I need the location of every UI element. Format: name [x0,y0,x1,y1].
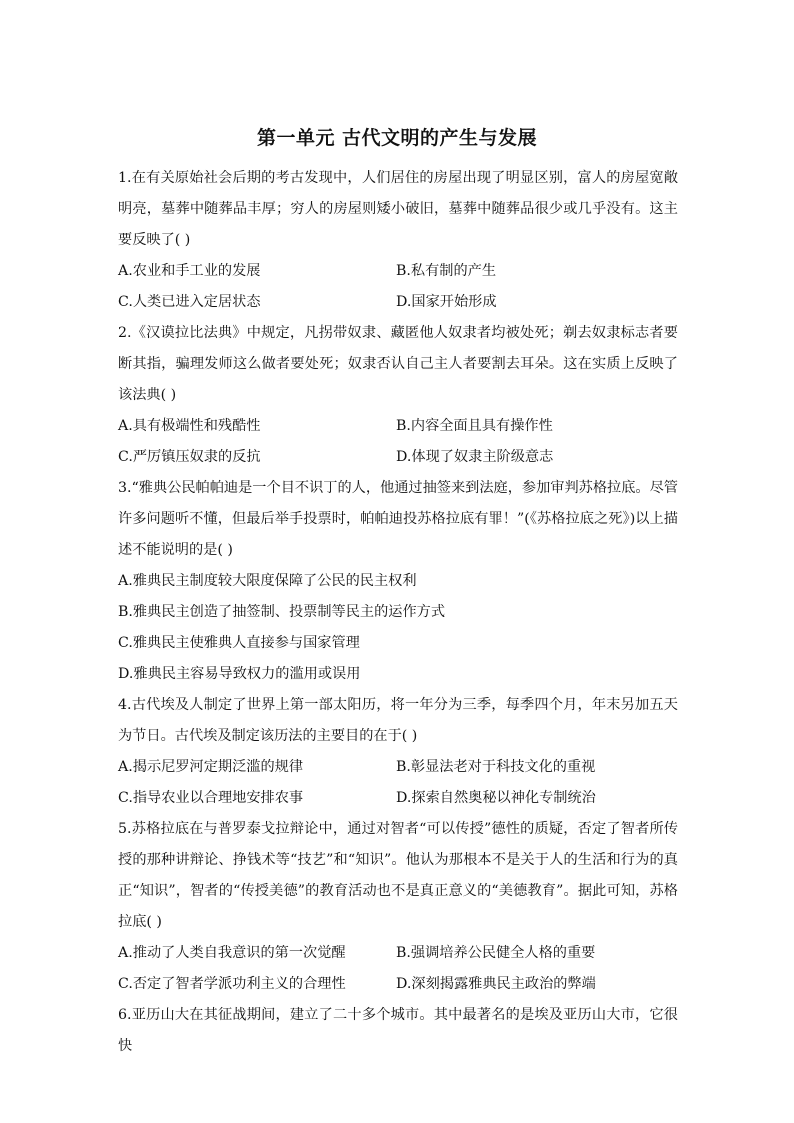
option-b: B.内容全面且具有操作性 [396,418,553,434]
option-b: B.私有制的产生 [396,263,497,279]
option-d: D.探索自然奥秘以神化专制统治 [396,790,596,806]
option-c: C.人类已进入定居状态 [118,294,261,310]
question-6 [118,1000,678,1062]
question-stem: 1.在有关原始社会后期的考古发现中，人们居住的房屋出现了明显区别，富人的房屋宽敞明亮，墓葬中随葬品丰厚；穷人的房屋则矮小破旧，墓葬中随葬品很少或几乎没有。这主要反映了( ) [118,170,678,248]
question-3 [118,473,678,690]
option-d: D.国家开始形成 [396,294,497,310]
question-stem: 6.亚历山大在其征战期间，建立了二十多个城市。其中最著名的是埃及亚历山大市，它很快 [118,1007,678,1054]
option-row [118,256,678,287]
option-a: A.揭示尼罗河定期泛滥的规律 [118,759,304,775]
question-1 [118,163,678,318]
option-row [118,442,678,473]
option-row [118,783,678,814]
option-d: D.雅典民主容易导致权力的滥用或误用 [118,666,361,682]
option-c: C.严厉镇压奴隶的反抗 [118,449,261,465]
option-a: A.具有极端性和残酷性 [118,418,261,434]
option-a: A.雅典民主制度较大限度保障了公民的民主权利 [118,573,417,589]
option-c: C.雅典民主使雅典人直接参与国家管理 [118,635,360,651]
option-c: C.指导农业以合理地安排农事 [118,790,304,806]
option-row [118,969,678,1000]
option-b: B.彰显法老对于科技文化的重视 [396,759,596,775]
question-2 [118,318,678,473]
question-5 [118,814,678,1000]
option-b: B.强调培养公民健全人格的重要 [396,945,596,961]
option-b: B.雅典民主创造了抽签制、投票制等民主的运作方式 [118,604,446,620]
page-title: 第一单元 古代文明的产生与发展 [256,127,538,149]
option-d: D.体现了奴隶主阶级意志 [396,449,554,465]
question-list [118,163,678,1062]
question-stem: 5.苏格拉底在与普罗泰戈拉辩论中，通过对智者“可以传授”德性的质疑，否定了智者所传授的那种讲辩论、挣钱术等“技艺”和“知识”。他认为那根本不是关于人的生活和行为的真正“知识”，智者的“传授美德”的教育活动也不是真正意义的“美德教育”。据此可知，苏格拉底( ) [118,821,678,930]
question-stem: 2.《汉谟拉比法典》中规定，凡拐带奴隶、藏匿他人奴隶者均被处死；剃去奴隶标志者要断其指，骗理发师这么做者要处死；奴隶否认自己主人者要割去耳朵。这在实质上反映了该法典( ) [118,325,678,403]
option-a: A.农业和手工业的发展 [118,263,261,279]
question-stem: 3.“雅典公民帕帕迪是一个目不识丁的人，他通过抽签来到法庭，参加审判苏格拉底。尽管许多问题听不懂，但最后举手投票时，帕帕迪投苏格拉底有罪！”(《苏格拉底之死》)以上描述不能说明的是( ) [118,480,678,558]
option-row [118,938,678,969]
option-row [118,752,678,783]
option-row [118,287,678,318]
question-stem: 4.古代埃及人制定了世界上第一部太阳历，将一年分为三季，每季四个月，年末另加五天为节日。古代埃及制定该历法的主要目的在于( ) [118,697,678,744]
question-4 [118,690,678,814]
option-d: D.深刻揭露雅典民主政治的弊端 [396,976,596,992]
option-row [118,411,678,442]
option-c: C.否定了智者学派功利主义的合理性 [118,976,346,992]
option-a: A.推动了人类自我意识的第一次觉醒 [118,945,346,961]
